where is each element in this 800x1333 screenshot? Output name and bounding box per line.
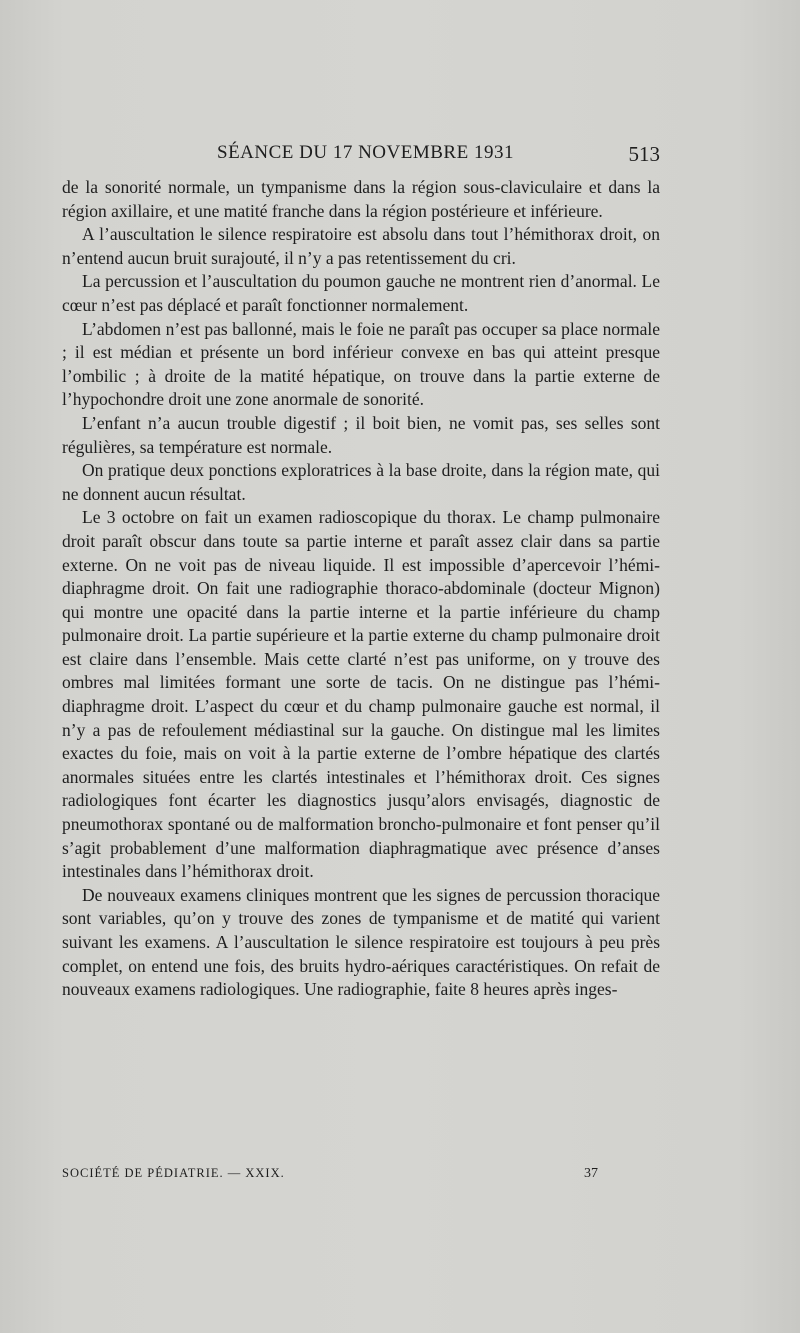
paragraph: La percussion et l’auscultation du poumon gauche ne montrent rien d’anormal. Le cœur n’est pas déplacé et paraît fonctionner normalement. (62, 271, 660, 315)
paragraph: On pratique deux ponctions exploratrices à la base droite, dans la région mate, qui ne donnent aucun résultat. (62, 460, 660, 504)
footer-signature-number: 37 (584, 1166, 598, 1181)
page-number: 513 (628, 142, 660, 166)
paragraph: L’enfant n’a aucun trouble digestif ; il boit bien, ne vomit pas, ses selles sont régulières, sa température est normale. (62, 412, 660, 457)
running-head-title: SÉANCE DU 17 NOVEMBRE 1931 (217, 142, 514, 163)
footer-signature: SOCIÉTÉ DE PÉDIATRIE. — XXIX. (62, 1166, 285, 1180)
running-head (62, 142, 660, 170)
paragraph: Le 3 octobre on fait un examen radioscopique du thorax. Le champ pulmonaire droit paraît obscur dans toute sa partie interne et paraît assez clair dans sa partie externe. On ne voit pas de niveau liquide. Il est impossible d’apercevoir l’hémi-diaphragme droit. On fait une radiographie thoraco-abdominale (docteur Mignon) qui montre une opacité dans la partie interne et la partie inférieure du champ pulmonaire droit. La partie supérieure et la partie externe du champ pulmonaire droit est claire dans l’ensemble. Mais cette clarté n’est pas uniforme, on y trouve des ombres mal limitées formant une sorte de tacis. On ne distingue pas l’hémi-diaphragme droit. L’aspect du cœur et du champ pulmonaire gauche est normal, il n’y a pas de refoulement médiastinal sur la gauche. On distingue mal les limites exactes du foie, mais on voit à la partie externe de l’ombre hépatique des clartés anormales situées entre les clartés intestinales et l’hémithorax droit. Ces signes radiologiques font écarter les diagnostics jusqu’alors envisagés, diagnostic de pneumothorax spontané ou de malformation broncho-pulmonaire et font penser qu’il s’agit probablement d’une malformation diaphragmatique avec présence d’anses intestinales dans l’hémithorax droit. (62, 507, 660, 882)
paragraph: L’abdomen n’est pas ballonné, mais le foie ne paraît pas occuper sa place normale ; il est médian et présente un bord inférieur convexe en bas qui atteint presque l’ombilic ; à droite de la matité hépatique, on trouve dans la partie externe de l’hypochondre droit une zone anormale de sonorité. (62, 318, 660, 410)
paragraph: De nouveaux examens cliniques montrent que les signes de percussion thoracique sont variables, qu’on y trouve des zones de tympanisme et de matité qui varient suivant les examens. A l’auscultation le silence respiratoire est toujours à peu près complet, on entend une fois, des bruits hydro-aériques caractéristiques. On refait de nouveaux examens radiologiques. Une radiographie, faite 8 heures après inges- (62, 884, 660, 1000)
paragraph: de la sonorité normale, un tympanisme dans la région sous-claviculaire et dans la région axillaire, et une matité franche dans la région postérieure et inférieure. (62, 177, 660, 221)
body-text (62, 176, 660, 1002)
footer (62, 1166, 598, 1186)
paragraph: A l’auscultation le silence respiratoire est absolu dans tout l’hémithorax droit, on n’entend aucun bruit surajouté, il n’y a pas retentissement du cri. (62, 224, 660, 268)
